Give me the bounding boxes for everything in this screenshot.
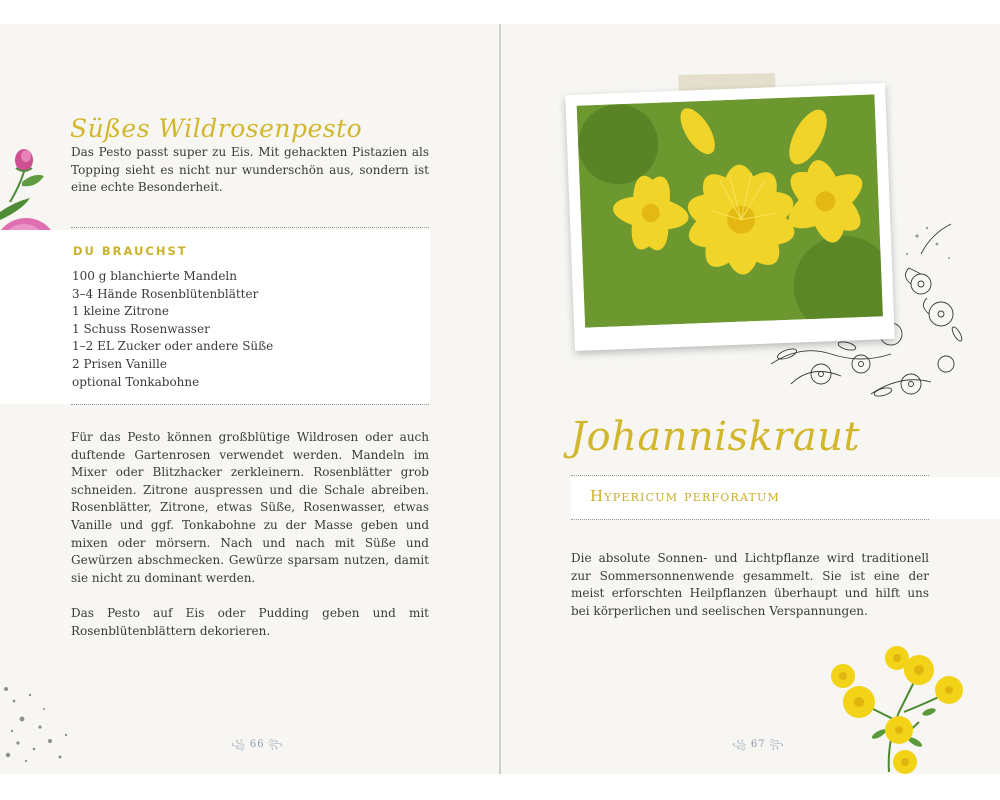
serving-paragraph: Das Pesto auf Eis oder Pudding geben und mit Rosenblütenblättern dekorieren. (71, 605, 429, 638)
ingredient-item: 100 g blanchierte Mandeln (72, 269, 237, 283)
ingredient-item: 2 Prisen Vanille (72, 356, 167, 371)
divider-bottom (571, 519, 929, 520)
book-spread (0, 24, 1000, 774)
right-page (501, 24, 1000, 774)
divider-bottom (71, 404, 429, 405)
recipe-instructions (71, 429, 429, 640)
plant-title: Johanniskraut (570, 414, 861, 460)
page-number-right (732, 738, 785, 756)
ink-splatter (0, 679, 80, 769)
page-number: 67 (750, 739, 766, 750)
divider-top (71, 227, 429, 228)
ingredients-list (72, 268, 412, 391)
description-paragraph: Die absolute Sonnen- und Lichtpflanze wird traditionell zur Sommersonnenwende gesammelt. Sie ist eine der meist erforschten Heilpflanzen überhaupt und hilft uns bei körperlichen und seelischen Verspannungen. (571, 551, 929, 618)
ingredient-item: optional Tonkabohne (72, 374, 200, 389)
page-ornament-icon: ꧁ (231, 740, 250, 750)
page-ornament-icon: ꧂ (765, 740, 785, 750)
ingredient-item: 1 Schuss Rosenwasser (72, 321, 210, 336)
page-number: 66 (249, 739, 265, 750)
intro-paragraph: Das Pesto passt super zu Eis. Mit gehackten Pistazien als Topping sieht es nicht nur wunderschön aus, sondern ist eine echte Besonderheit. (71, 145, 429, 195)
ingredient-item: 1 kleine Zitrone (72, 304, 169, 319)
ingredient-item: 1–2 EL Zucker oder andere Süße (72, 339, 274, 354)
page-ornament-icon: ꧁ (732, 740, 751, 750)
ingredient-item: 3–4 Hände Rosenblütenblätter (72, 286, 259, 301)
scientific-name: Hypericum perforatum (590, 487, 780, 505)
photo-st-johns-wort (565, 83, 895, 351)
divider-top (571, 475, 929, 476)
page-ornament-icon: ꧂ (264, 740, 284, 750)
recipe-intro (71, 144, 429, 197)
page-number-left (231, 738, 284, 756)
st-johns-wort-illustration (819, 622, 969, 774)
recipe-title: Süßes Wildrosenpesto (70, 114, 363, 143)
plant-description (571, 550, 929, 620)
instructions-paragraph: Für das Pesto können großblütige Wildrosen oder auch duftende Gartenrosen verwendet werden. Mandeln im Mixer oder Blitzhacker zerkleinern. Rosenblätter grob schneiden. Zitrone auspressen und die Schale abreiben. Rosenblätter, Zitrone, etwas Süße, Rosenwasser, etwas Vanille und ggf. Tonkabohne zu der Masse geben und mixen oder mörsern. Nach und nach mit Süße und Gewürzen abschmecken. Gewürze sparsam nutzen, damit sie nicht zu dominant werden. (71, 430, 429, 585)
st-johns-wort-photo-icon (577, 94, 883, 327)
left-page (0, 24, 499, 774)
ingredients-label: DU BRAUCHST (73, 244, 188, 258)
